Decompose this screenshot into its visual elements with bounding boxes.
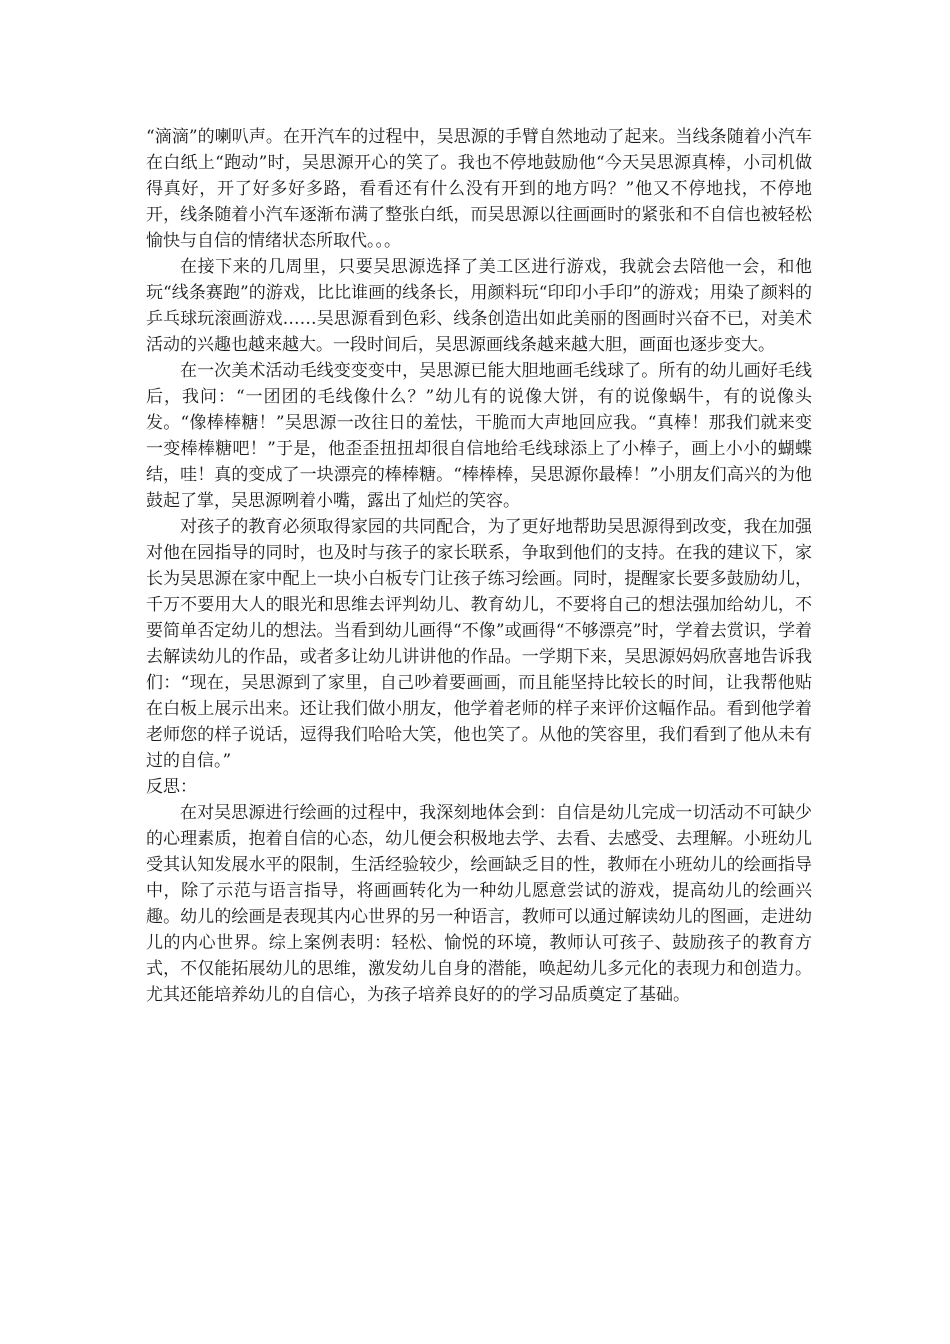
reflection-heading: 反思： [146, 777, 197, 797]
paragraph-car-drawing: “滴滴”的喇叭声。在开汽车的过程中，吴思源的手臂自然地动了起来。当线条随着小汽车在白纸上“跑动”时，吴思源开心的笑了。我也不停地鼓励他“今天吴思源真棒，小司机做得真好，开了好多好多路，看看还有什么没有开到的地方吗？”他又不停地找，不停地开，线条随着小汽车逐渐布满了整张白纸，而吴思源以往画画时的紧张和不自信也被轻松愉快与自信的情绪状态所取代。。。 [146, 127, 812, 251]
reflection-paragraph: 在对吴思源进行绘画的过程中，我深刻地体会到：自信是幼儿完成一切活动不可缺少的心理素质，抱着自信的心态，幼儿便会积极地去学、去看、去感受、去理解。小班幼儿受其认知发展水平的限制，生活经验较少，绘画缺乏目的性，教师在小班幼儿的绘画指导中，除了示范与语言指导，将画画转化为一种幼儿愿意尝试的游戏，提高幼儿的绘画兴趣。幼儿的绘画是表现其内心世界的另一种语言，教师可以通过解读幼儿的图画，走进幼儿的内心世界。综上案例表明：轻松、愉悦的环境，教师认可孩子、鼓励孩子的教育方式，不仅能拓展幼儿的思维，激发幼儿自身的潜能，唤起幼儿多元化的表现力和创造力。尤其还能培养幼儿的自信心，为孩子培养良好的的学习品质奠定了基础。 [146, 803, 812, 1005]
paragraph-following-weeks: 在接下来的几周里，只要吴思源选择了美工区进行游戏，我就会去陪他一会，和他玩“线条赛跑”的游戏，比比谁画的线条长，用颜料玩“印印小手印”的游戏；用染了颜料的乒乓球玩滚画游戏……吴思源看到色彩、线条创造出如此美丽的图画时兴奋不已，对美术活动的兴趣也越来越大。一段时间后，吴思源画线条越来越大胆，画面也逐步变大。 [146, 257, 812, 355]
paragraph-home-cooperation: 对孩子的教育必须取得家园的共同配合，为了更好地帮助吴思源得到改变，我在加强对他在园指导的同时，也及时与孩子的家长联系，争取到他们的支持。在我的建议下，家长为吴思源在家中配上一块小白板专门让孩子练习绘画。同时，提醒家长要多鼓励幼儿，千万不要用大人的眼光和思维去评判幼儿、教育幼儿，不要将自己的想法强加给幼儿，不要简单否定幼儿的想法。当看到幼儿画得“不像”或画得“不够漂亮”时，学着去赏识，学着去解读幼儿的作品，或者多让幼儿讲讲他的作品。一学期下来，吴思源妈妈欣喜地告诉我们：“现在，吴思源到了家里，自己吵着要画画，而且能坚持比较长的时间，让我帮他贴在白板上展示出来。还让我们做小朋友，他学着老师的样子来评价这幅作品。看到他学着老师您的样子说话，逗得我们哈哈大笑，他也笑了。从他的笑容里，我们看到了他从未有过的自信。” [146, 517, 812, 771]
paragraph-yarn-activity: 在一次美术活动毛线变变变中，吴思源已能大胆地画毛线球了。所有的幼儿画好毛线后，我问：“一团团的毛线像什么？”幼儿有的说像大饼，有的说像蜗牛，有的说像头发。“像棒棒糖！”吴思源一改往日的羞怯，干脆而大声地回应我。“真棒！那我们就来变一变棒棒糖吧！”于是，他歪歪扭扭却很自信地给毛线球添上了小棒子，画上小小的蝴蝶结，哇！真的变成了一块漂亮的棒棒糖。“棒棒棒，吴思源你最棒！”小朋友们高兴的为他鼓起了掌，吴思源咧着小嘴，露出了灿烂的笑容。 [146, 361, 812, 511]
document-page [146, 124, 812, 1008]
